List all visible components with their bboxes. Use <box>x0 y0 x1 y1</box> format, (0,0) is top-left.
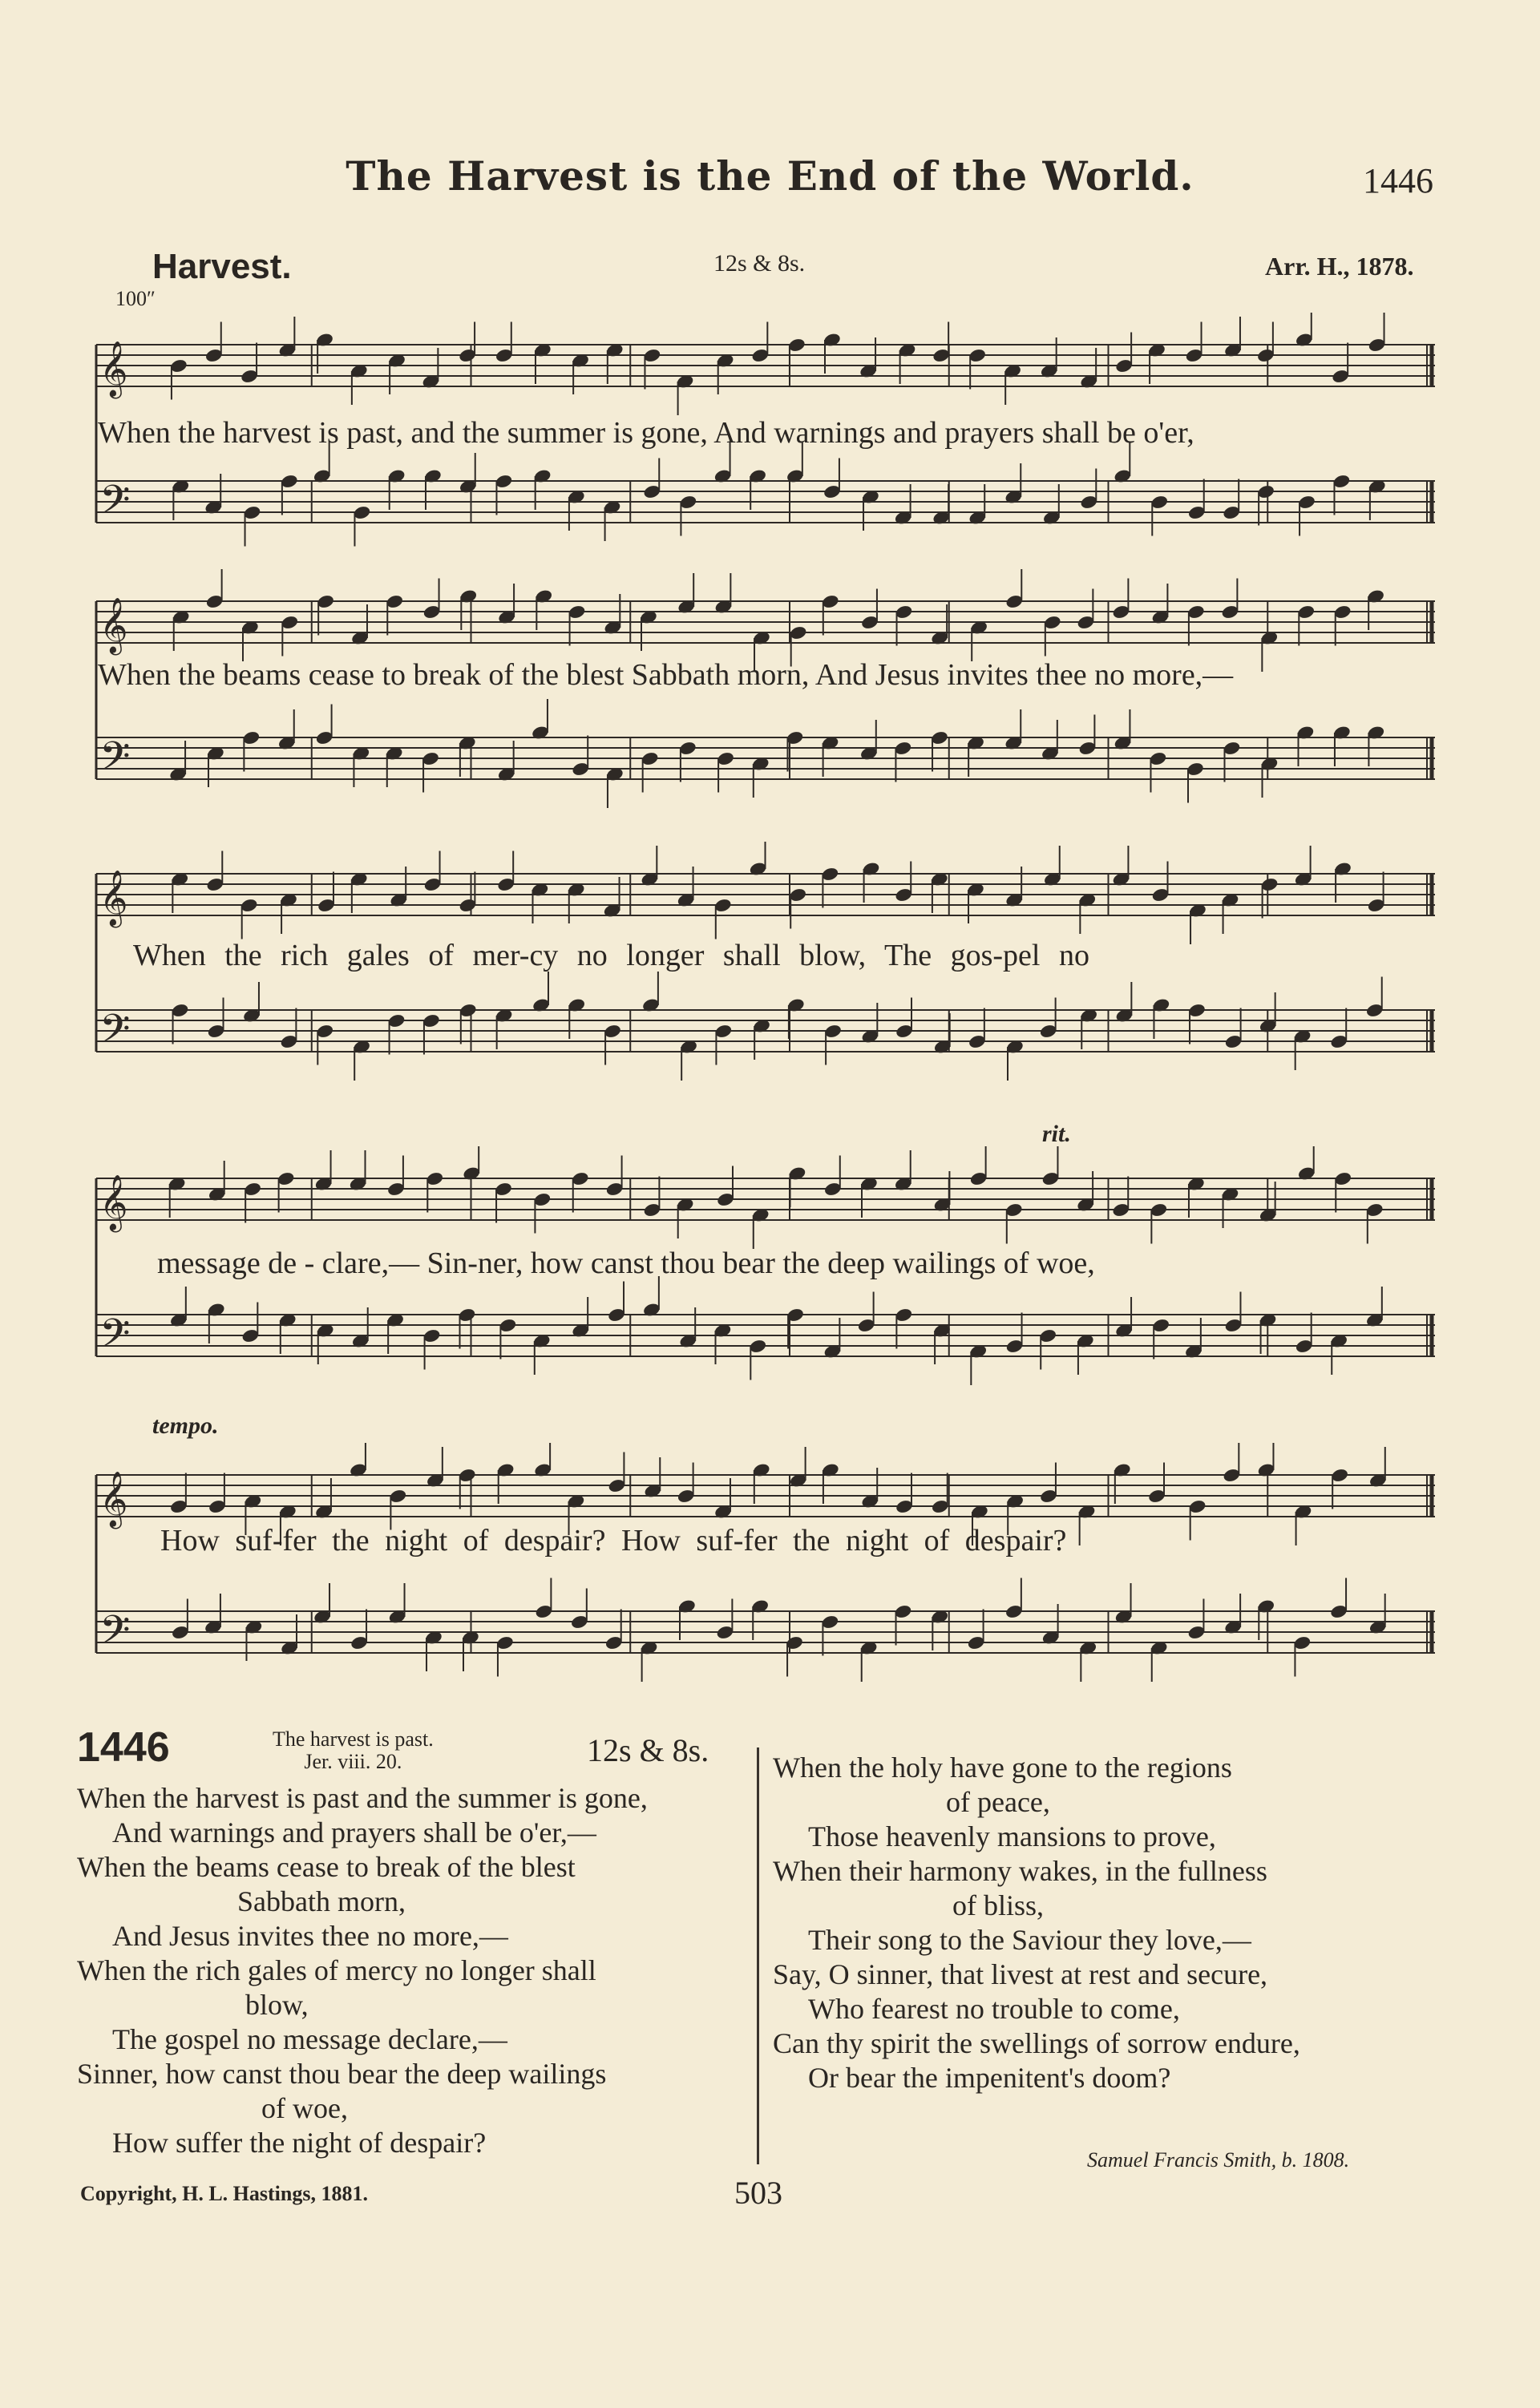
staff-pair <box>88 1443 1443 1683</box>
verse-line: Their song to the Saviour they love,— <box>808 1924 1251 1956</box>
music-system-1 <box>88 313 1443 553</box>
author-credit: Samuel Francis Smith, b. 1808. <box>1087 2148 1350 2172</box>
treble-clef-icon: 𝄞 <box>99 1471 128 1527</box>
verse-line: And Jesus invites thee no more,— <box>112 1920 508 1952</box>
treble-clef-icon: 𝄞 <box>99 1174 128 1230</box>
music-system-3 <box>88 842 1443 1082</box>
music-system-5 <box>88 1443 1443 1683</box>
page-title: The Harvest is the End of the World. <box>346 152 1194 200</box>
tempo-mark: tempo. <box>152 1412 219 1439</box>
page-number: 503 <box>734 2175 782 2211</box>
ritardando-mark: rit. <box>1042 1121 1071 1147</box>
verse-line: Say, O sinner, that livest at rest and secure, <box>773 1958 1268 1990</box>
metronome-mark: 100″ <box>115 287 156 310</box>
verse-line: of woe, <box>261 2092 348 2124</box>
treble-clef-icon: 𝄞 <box>99 597 128 653</box>
verse-line: Who fearest no trouble to come, <box>808 1993 1180 2025</box>
hymn-number: 1446 <box>77 1724 170 1771</box>
treble-clef-icon: 𝄞 <box>99 870 128 926</box>
verse-line: Sinner, how canst thou bear the deep wailings <box>77 2058 607 2090</box>
scripture-reference <box>273 1728 434 1773</box>
verse-line: When the rich gales of mercy no longer shall <box>77 1954 596 1986</box>
verse-right <box>773 1751 1462 2095</box>
verse-line: blow, <box>245 1989 309 2021</box>
verse-line: And warnings and prayers shall be o'er,— <box>112 1816 596 1848</box>
header-hymn-number: 1446 <box>1363 161 1433 200</box>
music-system-2 <box>88 569 1443 810</box>
verse-line: When the harvest is past and the summer is gone, <box>77 1782 648 1814</box>
system-lyric: How suf-fer the night of despair? How suf-fer the night of despair? <box>160 1524 1067 1558</box>
verse-line: When their harmony wakes, in the fullness <box>773 1855 1267 1887</box>
verse-line: When the holy have gone to the regions <box>773 1751 1232 1784</box>
music-system-4 <box>88 1146 1443 1387</box>
copyright-notice: Copyright, H. L. Hastings, 1881. <box>80 2182 368 2205</box>
verse-left <box>77 1781 750 2160</box>
verse-line: Can thy spirit the swellings of sorrow endure, <box>773 2027 1300 2059</box>
verse-line: When the beams cease to break of the blest <box>77 1851 576 1883</box>
bass-clef-icon: 𝄢 <box>99 1607 131 1663</box>
reference-line: Jer. viii. 20. <box>304 1750 402 1773</box>
bass-clef-icon: 𝄢 <box>99 477 131 533</box>
reference-line: The harvest is past. <box>273 1727 434 1751</box>
verse-line: of bliss, <box>952 1889 1045 1921</box>
tune-name: Harvest. <box>152 247 292 286</box>
bass-clef-icon: 𝄢 <box>99 1006 131 1062</box>
verse-line: Those heavenly mansions to prove, <box>808 1820 1216 1852</box>
tune-meter: 12s & 8s. <box>713 250 806 277</box>
treble-clef-icon: 𝄞 <box>99 341 128 397</box>
system-lyric: When the harvest is past, and the summer is gone, And warnings and prayers shall be o'er, <box>98 416 1194 450</box>
system-lyric: message de - clare,— Sin-ner, how canst thou bear the deep wailings of woe, <box>157 1246 1095 1280</box>
verse-line: The gospel no message declare,— <box>112 2023 507 2055</box>
hymn-meter: 12s & 8s. <box>587 1732 709 1768</box>
system-lyric: When the rich gales of mer-cy no longer shall blow, The gos-pel no <box>133 939 1089 972</box>
bass-clef-icon: 𝄢 <box>99 733 131 790</box>
verse-line: of peace, <box>946 1786 1050 1818</box>
column-divider <box>757 1747 759 2164</box>
tune-arranger: Arr. H., 1878. <box>1265 252 1414 281</box>
verse-line: How suffer the night of despair? <box>112 2127 487 2159</box>
system-lyric: When the beams cease to break of the blest Sabbath morn, And Jesus invites thee no more,— <box>98 658 1234 692</box>
verse-line: Sabbath morn, <box>237 1885 406 1917</box>
bass-clef-icon: 𝄢 <box>99 1311 131 1367</box>
verse-line: Or bear the impenitent's doom? <box>808 2062 1171 2094</box>
